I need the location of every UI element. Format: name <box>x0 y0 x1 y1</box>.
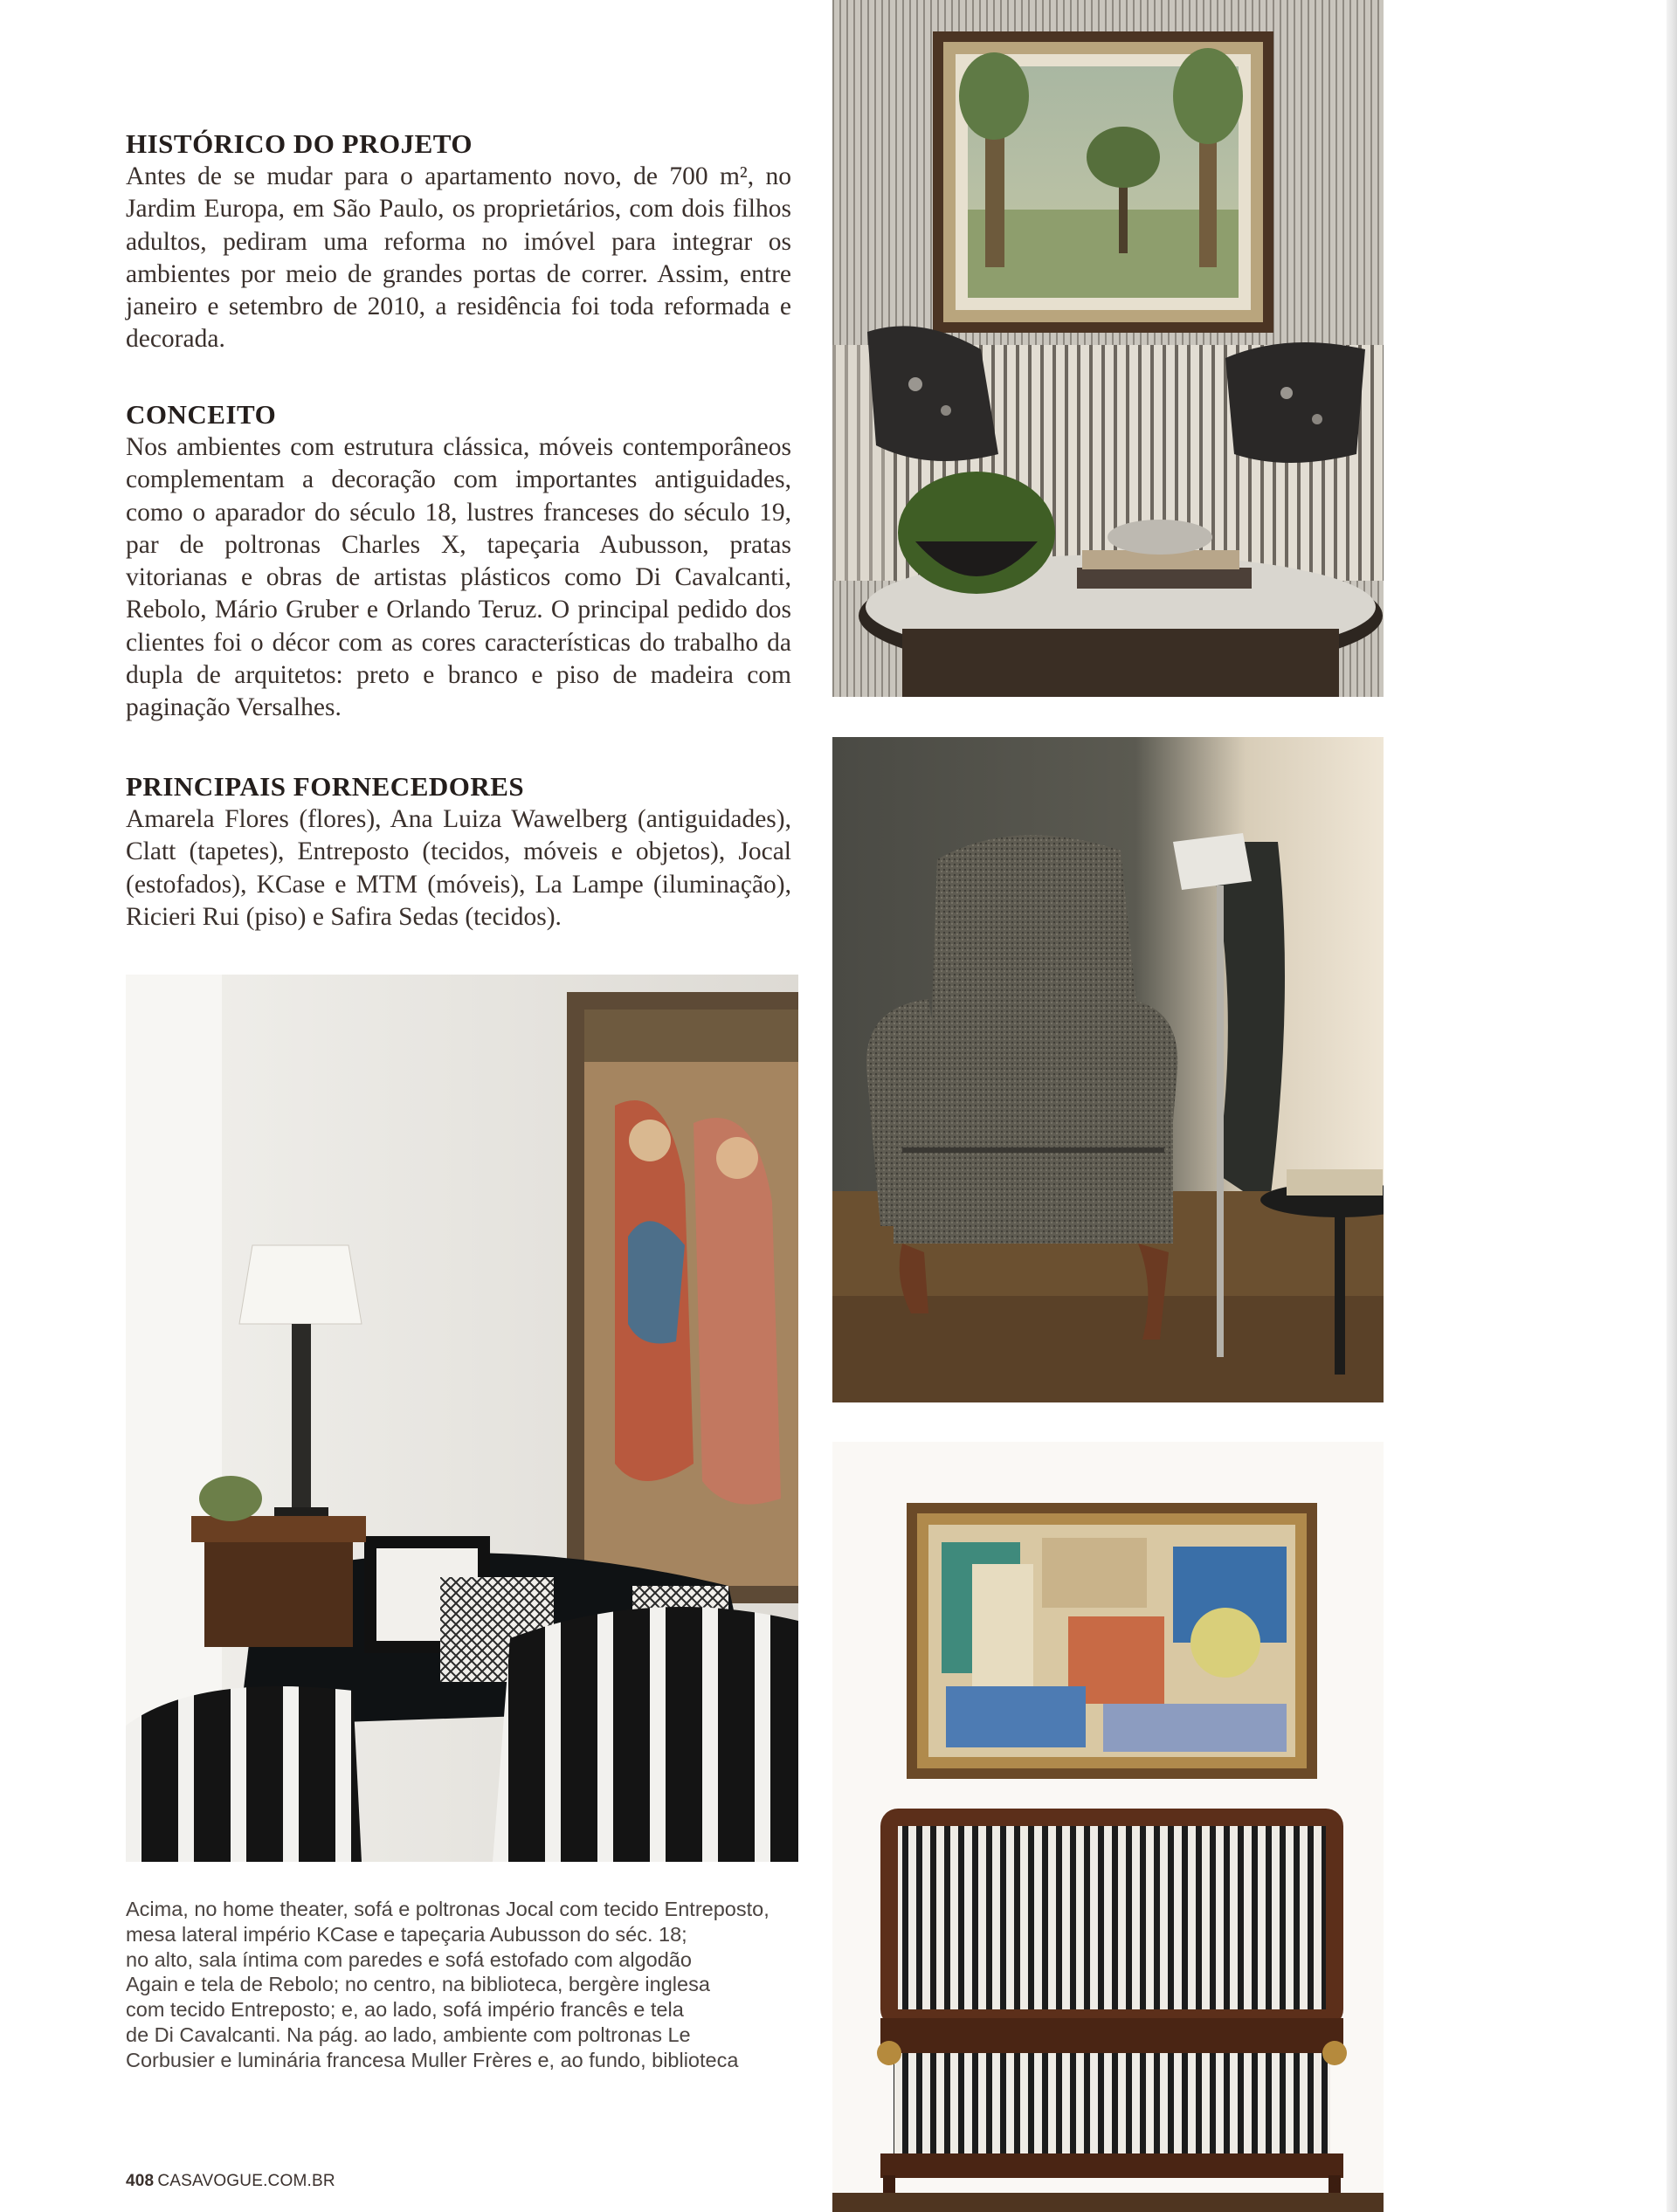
photo-caption <box>126 1897 790 2073</box>
section-body: Amarela Flores (flores), Ana Luiza Wawelberg (antiguidades), Clatt (tapetes), Entreposto (tecidos, móveis e objetos), Jocal (estofados), KCase e MTM (móveis), La Lampe (iluminação), Ricieri Rui (piso) e Safira Sedas (tecidos). <box>126 805 791 931</box>
section-heading: HISTÓRICO DO PROJETO <box>126 128 473 159</box>
section-body: Nos ambientes com estrutura clássica, móveis contemporâneos complementam a decoração com importantes antiguidades, como o aparador do século 18, lustres franceses do século 19, par de poltronas Charles X, tapeçaria Aubusson, pratas vitorianas e obras de artistas plásticos como Di Cavalcanti, Rebolo, Mário Gruber e Orlando Teruz. O principal pedido dos clientes foi o décor com as cores características do trabalho da dupla de arquitetos: preto e branco e piso de madeira com paginação Versalhes. <box>126 433 791 722</box>
caption-line: com tecido Entreposto; e, ao lado, sofá império francês e tela <box>126 1998 684 2022</box>
photo-empire-bench <box>832 1442 1384 2212</box>
caption-line: no alto, sala íntima com paredes e sofá estofado com algodão <box>126 1947 692 1971</box>
page-number: 408 <box>126 2172 155 2190</box>
caption-line: de Di Cavalcanti. Na pág. ao lado, ambiente com poltronas Le <box>126 2022 691 2046</box>
section-conceito <box>126 398 791 725</box>
section-heading: CONCEITO <box>126 399 277 430</box>
caption-line: mesa lateral império KCase e tapeçaria Aubusson do séc. 18; <box>126 1922 687 1946</box>
section-fornecedores <box>126 770 791 934</box>
photo-living-room <box>832 0 1384 697</box>
caption-line: Corbusier e luminária francesa Muller Frères e, ao fundo, biblioteca <box>126 2048 739 2071</box>
page-spine-edge <box>1667 0 1677 2212</box>
caption-line: Again e tela de Rebolo; no centro, na biblioteca, bergère inglesa <box>126 1973 710 1996</box>
site-url: CASAVOGUE.COM.BR <box>157 2172 335 2190</box>
photo-home-theater <box>126 975 798 1862</box>
section-heading: PRINCIPAIS FORNECEDORES <box>126 771 525 802</box>
section-body: Antes de se mudar para o apartamento novo, de 700 m², no Jardim Europa, em São Paulo, os proprietários, com dois filhos adultos, pediram uma reforma no imóvel para integrar os ambientes por meio de grandes portas de correr. Assim, entre janeiro e setembro de 2010, a residência foi toda reformada e decorada. <box>126 162 791 354</box>
photo-armchair <box>832 737 1384 1402</box>
caption-line: Acima, no home theater, sofá e poltronas Jocal com tecido Entreposto, <box>126 1898 769 1920</box>
page-folio <box>126 2172 335 2191</box>
section-historico <box>126 127 791 356</box>
